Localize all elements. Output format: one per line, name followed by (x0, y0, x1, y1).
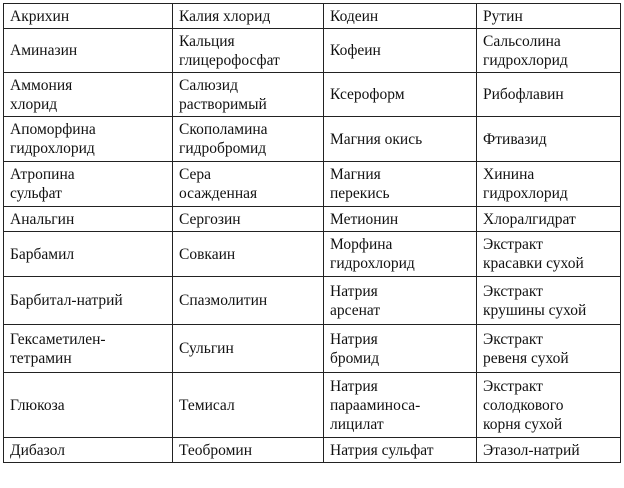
table-cell: Сергозин (173, 207, 324, 232)
table-cell: Анальгин (4, 207, 173, 232)
table-cell: Сульгин (173, 325, 324, 373)
table-row (4, 117, 621, 162)
table-row (4, 438, 621, 463)
table-cell: Экстракт крушины сухой (477, 277, 621, 325)
table-cell: Рутин (477, 4, 621, 29)
table-cell: Метионин (324, 207, 477, 232)
table-cell: Фтивазид (477, 117, 621, 162)
table-row (4, 162, 621, 207)
table-cell: Скополамина гидробромид (173, 117, 324, 162)
table-cell: Рибофлавин (477, 73, 621, 117)
table-row (4, 325, 621, 373)
table-row (4, 4, 621, 29)
table-cell: Кальция глицерофосфат (173, 29, 324, 73)
table-cell: Дибазол (4, 438, 173, 463)
table-cell: Сера осажденная (173, 162, 324, 207)
table-cell: Морфина гидрохлорид (324, 232, 477, 277)
table-cell: Натрия бромид (324, 325, 477, 373)
table-cell: Атропина сульфат (4, 162, 173, 207)
table-cell: Глюкоза (4, 373, 173, 438)
table-cell: Темисал (173, 373, 324, 438)
table-cell: Калия хлорид (173, 4, 324, 29)
table-cell: Теобромин (173, 438, 324, 463)
table-cell: Экстракт ревеня сухой (477, 325, 621, 373)
table-row (4, 207, 621, 232)
table-cell: Натрия парааминоса- лицилат (324, 373, 477, 438)
table-cell: Хлоралгидрат (477, 207, 621, 232)
table-cell: Совкаин (173, 232, 324, 277)
table-cell: Экстракт красавки сухой (477, 232, 621, 277)
table-body (4, 4, 621, 463)
table-cell: Этазол-натрий (477, 438, 621, 463)
table-row (4, 232, 621, 277)
table-cell: Спазмолитин (173, 277, 324, 325)
table-cell: Апоморфина гидрохлорид (4, 117, 173, 162)
table-cell: Натрия сульфат (324, 438, 477, 463)
table-cell: Гексаметилен- тетрамин (4, 325, 173, 373)
table-cell: Кодеин (324, 4, 477, 29)
table-row (4, 29, 621, 73)
table-cell: Аминазин (4, 29, 173, 73)
table-row (4, 73, 621, 117)
table-cell: Барбитал-натрий (4, 277, 173, 325)
table-cell: Салюзид растворимый (173, 73, 324, 117)
table-cell: Магния перекись (324, 162, 477, 207)
table-cell: Хинина гидрохлорид (477, 162, 621, 207)
table-row (4, 373, 621, 438)
table-cell: Сальсолина гидрохлорид (477, 29, 621, 73)
table-cell: Барбамил (4, 232, 173, 277)
table-cell: Ксероформ (324, 73, 477, 117)
table-cell: Экстракт солодкового корня сухой (477, 373, 621, 438)
table-cell: Кофеин (324, 29, 477, 73)
table-cell: Магния окись (324, 117, 477, 162)
table-cell: Натрия арсенат (324, 277, 477, 325)
table-row (4, 277, 621, 325)
drug-list-table (3, 3, 621, 463)
table-cell: Аммония хлорид (4, 73, 173, 117)
table-cell: Акрихин (4, 4, 173, 29)
